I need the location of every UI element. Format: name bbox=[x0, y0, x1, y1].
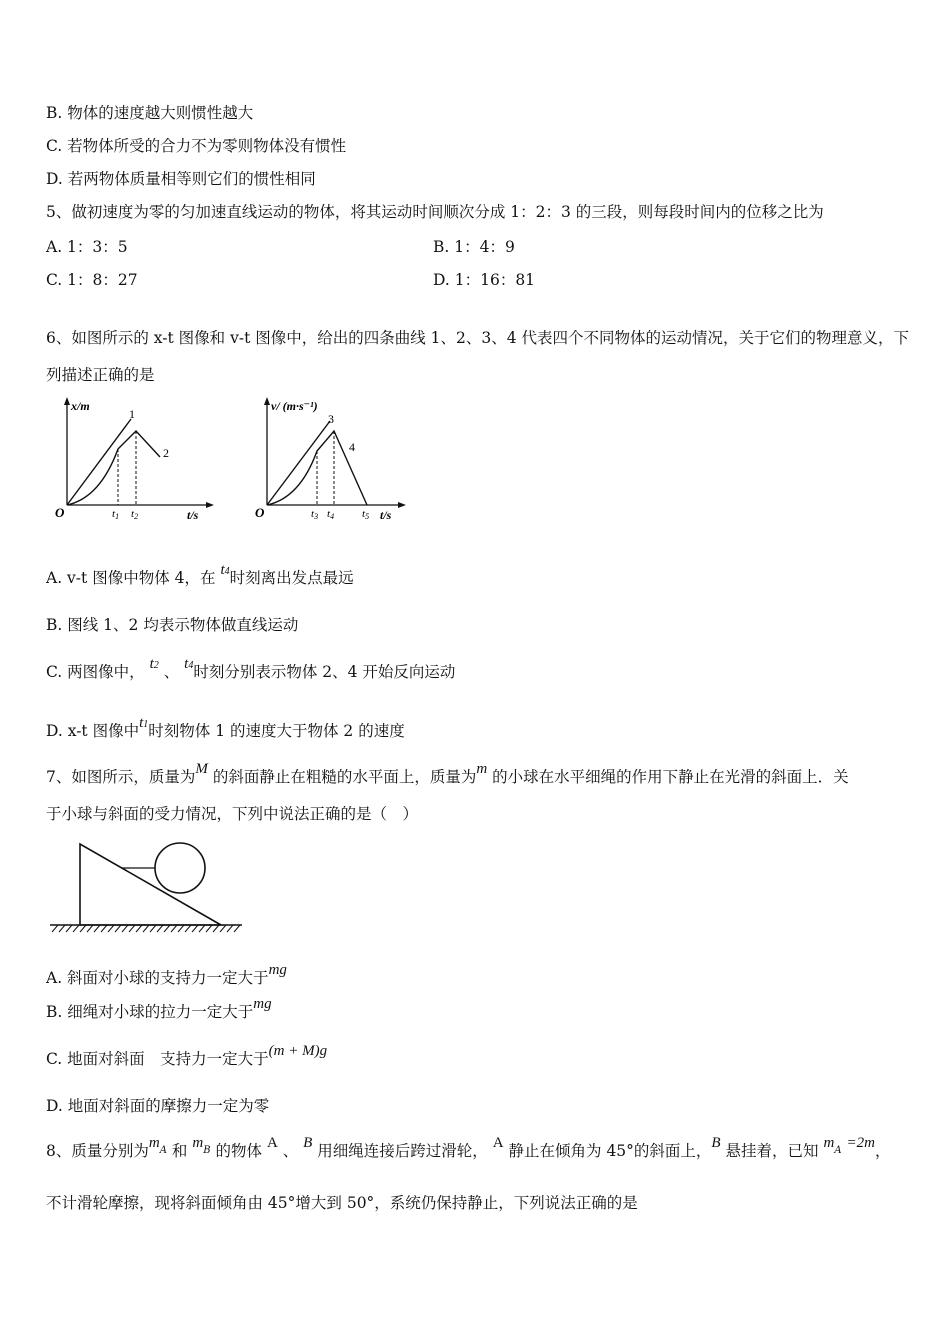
q7-stem-line1: 7、如图所示，质量为M 的斜面静止在粗糙的水平面上，质量为m 的小球在水平细绳的作用下静止在光滑的斜面上．关 bbox=[46, 761, 849, 786]
q5-option-c: C. 1：8：27 bbox=[46, 271, 138, 289]
q6-stem-line2: 列描述正确的是 bbox=[46, 366, 155, 384]
q7-incline-figure bbox=[46, 838, 246, 938]
x-axis-arrow bbox=[206, 502, 214, 508]
q6-option-a: A. v-t 图像中物体 4，在 $t^4$时刻离出发点最远 bbox=[46, 562, 354, 587]
q6-option-d: D. x-t 图像中$t^1$时刻物体 1 的速度大于物体 2 的速度 bbox=[46, 715, 405, 740]
q8-stem-line1: 8、质量分别为$m_A$ 和 $m_B$ 的物体 A 、 B 用细绳连接后跨过滑轮， A 静止在倾角为 45°的斜面上，B 悬挂着，已知 $m_A =2m$， bbox=[46, 1135, 891, 1160]
x-axis-arrow bbox=[398, 502, 406, 508]
origin-label: O bbox=[255, 505, 265, 520]
origin-label: O bbox=[55, 505, 65, 520]
ball bbox=[155, 843, 205, 893]
curve-4-label: 4 bbox=[349, 440, 355, 454]
q4-option-c: C. 若物体所受的合力不为零则物体没有惯性 bbox=[46, 137, 347, 155]
curve-3-label: 3 bbox=[328, 412, 334, 426]
q7-option-d: D. 地面对斜面的摩擦力一定为零 bbox=[46, 1097, 270, 1115]
x-axis-label: t/s bbox=[187, 508, 199, 522]
t2-label: t2 bbox=[131, 508, 139, 521]
t5-label: t5 bbox=[362, 508, 370, 521]
y-axis-label: x/m bbox=[71, 399, 90, 413]
q8-stem-line2: 不计滑轮摩擦，现将斜面倾角由 45°增大到 50°，系统仍保持静止，下列说法正确的是 bbox=[46, 1194, 638, 1212]
t3-label: t3 bbox=[311, 508, 319, 521]
y-axis-label: v/ (m·s⁻¹) bbox=[271, 399, 318, 413]
q5-stem: 5、做初速度为零的匀加速直线运动的物体，将其运动时间顺次分成 1：2：3 的三段，则每段时间内的位移之比为 bbox=[46, 203, 824, 221]
q4-option-b: B. 物体的速度越大则惯性越大 bbox=[46, 104, 254, 122]
q7-option-c: C. 地面对斜面 支持力一定大于(m + M)g bbox=[46, 1043, 328, 1068]
q6-option-b: B. 图线 1、2 均表示物体做直线运动 bbox=[46, 616, 299, 634]
q7-option-b: B. 细绳对小球的拉力一定大于mg bbox=[46, 996, 272, 1021]
curve-3 bbox=[267, 421, 330, 505]
q7-option-a: A. 斜面对小球的支持力一定大于mg bbox=[46, 962, 287, 987]
q6-xt-graph bbox=[50, 393, 225, 528]
curve-2-label: 2 bbox=[163, 446, 169, 460]
q7-stem-line2: 于小球与斜面的受力情况，下列中说法正确的是（ ） bbox=[46, 805, 419, 823]
q5-option-b: B. 1：4：9 bbox=[433, 238, 515, 256]
y-axis-arrow bbox=[264, 397, 270, 405]
t4-label: t4 bbox=[327, 508, 335, 521]
t1-label: t1 bbox=[112, 508, 120, 521]
q5-option-a: A. 1：3：5 bbox=[46, 238, 128, 256]
q6-option-c: C. 两图像中， $t^2$ 、 $t^4$时刻分别表示物体 2、4 开始反向运动 bbox=[46, 656, 456, 681]
x-axis-label: t/s bbox=[380, 508, 392, 522]
q6-stem-line1: 6、如图所示的 x-t 图像和 v-t 图像中，给出的四条曲线 1、2、3、4 代表四个不同物体的运动情况，关于它们的物理意义，下 bbox=[46, 329, 910, 347]
q6-vt-graph bbox=[250, 393, 420, 528]
curve-1-label: 1 bbox=[129, 407, 135, 421]
q4-option-d: D. 若两物体质量相等则它们的惯性相同 bbox=[46, 170, 316, 188]
ground-hatching bbox=[52, 925, 240, 932]
q5-option-d: D. 1：16：81 bbox=[433, 271, 536, 289]
y-axis-arrow bbox=[64, 397, 70, 405]
curve-1 bbox=[67, 419, 131, 505]
